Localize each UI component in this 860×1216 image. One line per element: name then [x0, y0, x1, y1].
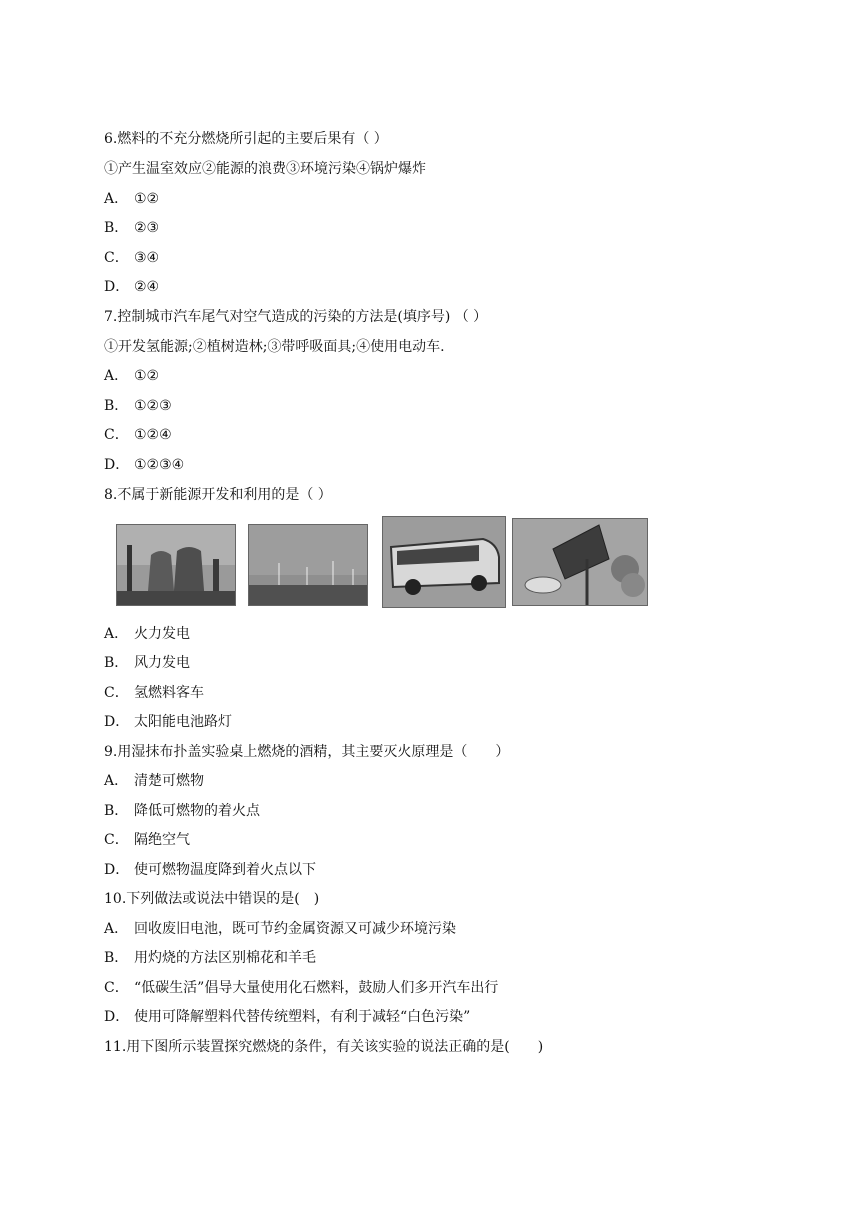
- option-b[interactable]: [104, 948, 316, 968]
- option-letter: B．: [104, 803, 129, 819]
- question-6-statements: ①产生温室效应②能源的浪费③环境污染④锅炉爆炸: [104, 161, 426, 177]
- option-text: ②④: [134, 279, 160, 295]
- option-letter: C．: [104, 832, 129, 848]
- question-7-stem: 7.控制城市汽车尾气对空气造成的污染的方法是(填序号) （ ）: [104, 309, 488, 325]
- option-letter: A．: [104, 773, 129, 789]
- question-10-stem: 10.下列做法或说法中错误的是( ): [104, 891, 320, 907]
- option-letter: D．: [104, 862, 130, 878]
- option-text: 使用可降解塑料代替传统塑料，有利于减轻“白色污染”: [134, 1009, 471, 1025]
- option-letter: D．: [104, 279, 130, 295]
- option-text: 回收废旧电池，既可节约金属资源又可减少环境污染: [134, 921, 456, 937]
- option-d[interactable]: [104, 455, 184, 475]
- option-a[interactable]: [104, 624, 190, 644]
- option-letter: C．: [104, 685, 129, 701]
- option-letter: B．: [104, 655, 129, 671]
- question-6-stem: 6.燃料的不充分燃烧所引起的主要后果有（ ）: [104, 131, 388, 147]
- option-text: 太阳能电池路灯: [134, 714, 232, 730]
- wind-farm-photo: [248, 524, 368, 606]
- option-text: 降低可燃物的着火点: [134, 803, 260, 819]
- option-text: ②③: [134, 220, 160, 236]
- option-letter: C．: [104, 980, 129, 996]
- option-letter: D．: [104, 1009, 130, 1025]
- option-b[interactable]: [104, 801, 260, 821]
- option-letter: B．: [104, 950, 129, 966]
- option-text: ③④: [134, 250, 160, 266]
- option-a[interactable]: [104, 919, 456, 939]
- question-7-statements: ①开发氢能源;②植树造林;③带呼吸面具;④使用电动车.: [104, 339, 445, 355]
- option-a[interactable]: [104, 366, 159, 386]
- option-text: ①②: [134, 191, 160, 207]
- question-8-images: [116, 516, 656, 608]
- option-text: 清楚可燃物: [134, 773, 204, 789]
- option-text: ①②③: [134, 398, 172, 414]
- option-text: “低碳生活”倡导大量使用化石燃料，鼓励人们多开汽车出行: [134, 980, 499, 996]
- option-b[interactable]: [104, 653, 190, 673]
- option-c[interactable]: [104, 683, 204, 703]
- option-text: 隔绝空气: [134, 832, 190, 848]
- option-c[interactable]: [104, 248, 159, 268]
- option-b[interactable]: [104, 396, 172, 416]
- option-d[interactable]: [104, 1007, 470, 1027]
- option-a[interactable]: [104, 189, 159, 209]
- option-a[interactable]: [104, 771, 204, 791]
- option-text: ①②④: [134, 427, 172, 443]
- option-text: ①②③④: [134, 457, 185, 473]
- question-8-stem: 8.不属于新能源开发和利用的是（ ）: [104, 487, 332, 503]
- option-c[interactable]: [104, 425, 172, 445]
- option-d[interactable]: [104, 277, 159, 297]
- option-text: 使可燃物温度降到着火点以下: [134, 862, 316, 878]
- option-c[interactable]: [104, 830, 190, 850]
- question-9-stem: 9.用湿抹布扑盖实验桌上燃烧的酒精，其主要灭火原理是（ ）: [104, 744, 510, 760]
- option-b[interactable]: [104, 218, 159, 238]
- option-d[interactable]: [104, 712, 232, 732]
- question-11-stem: 11.用下图所示装置探究燃烧的条件，有关该实验的说法正确的是( ): [104, 1039, 544, 1055]
- option-text: ①②: [134, 368, 160, 384]
- option-letter: B．: [104, 220, 129, 236]
- option-letter: C．: [104, 250, 129, 266]
- option-text: 氢燃料客车: [134, 685, 204, 701]
- option-letter: A．: [104, 191, 129, 207]
- option-letter: B．: [104, 398, 129, 414]
- option-letter: D．: [104, 457, 130, 473]
- option-text: 风力发电: [134, 655, 190, 671]
- power-plant-photo: [116, 524, 236, 606]
- solar-streetlight-photo: [512, 518, 648, 606]
- option-letter: A．: [104, 368, 129, 384]
- option-letter: A．: [104, 626, 129, 642]
- option-letter: D．: [104, 714, 130, 730]
- option-text: 火力发电: [134, 626, 190, 642]
- option-letter: A．: [104, 921, 129, 937]
- option-text: 用灼烧的方法区别棉花和羊毛: [134, 950, 316, 966]
- hydrogen-bus-photo: [382, 516, 506, 608]
- option-c[interactable]: [104, 978, 498, 998]
- option-d[interactable]: [104, 860, 316, 880]
- option-letter: C．: [104, 427, 129, 443]
